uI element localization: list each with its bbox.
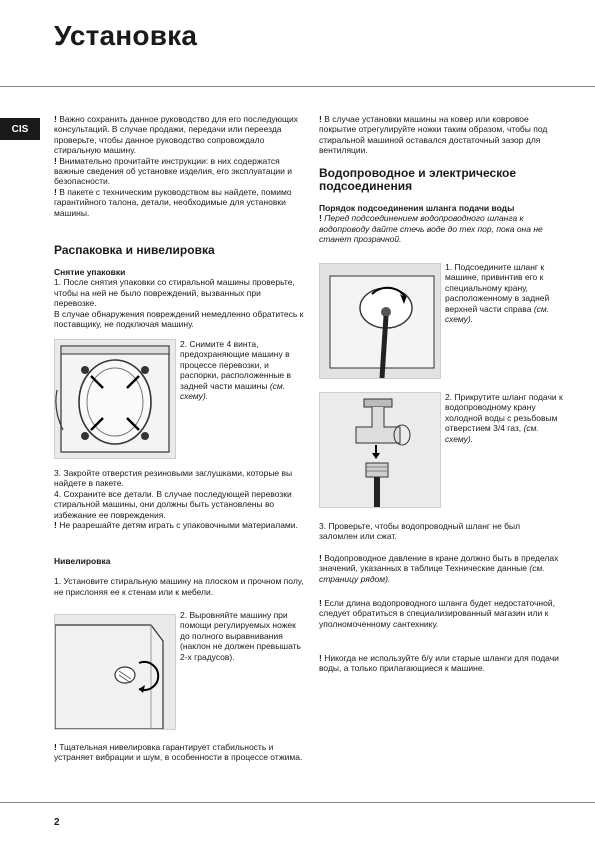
page-title: Установка bbox=[54, 20, 198, 51]
remove-heading: Снятие упаковки bbox=[54, 267, 126, 277]
machine-back-drawing bbox=[55, 340, 175, 458]
hose-step-3: 3. Проверьте, чтобы водопроводный шланг не был заломлен или сжат. bbox=[319, 521, 521, 542]
length-warning: ! Если длина водопроводного шланга будет недостаточной, следует обратиться в специализированный магазин или к уполномоченному сантехнику. bbox=[319, 598, 555, 629]
level-heading: Нивелировка bbox=[54, 556, 111, 566]
intro-paragraph: ! Важно сохранить данное руководство для его последующих консультаций. В случае продажи, передачи или переезда проверьте, чтобы данное руководство сопровождало стиральную машину. bbox=[54, 114, 299, 156]
level-section bbox=[54, 556, 304, 597]
hose-warning: ! Перед подсоединением водопроводного шланга к водопроводу дайте стечь воде до тех пор, пока она не станет прозрачной. bbox=[319, 213, 543, 245]
level-paragraph-1: 1. Установите стиральную машину на плоском и прочном полу, не прислоняя ее к стенам или к мебели. bbox=[54, 576, 304, 597]
remove-paragraph-1: 1. После снятия упаковки со стиральной машины проверьте, чтобы на ней не было повреждений, вызванных при перевозке. bbox=[54, 277, 295, 309]
remove-step-2: 2. Снимите 4 винта, предохраняющие машину в процессе перевозки, и распорки, расположенные в задней части машины (см. схему). bbox=[180, 339, 292, 402]
level-warning: ! Тщательная нивелировка гарантирует стабильность и устраняет вибрации и шум, в особенности в процессе отжима. bbox=[54, 742, 303, 763]
carpet-warning: ! В случае установки машины на ковер или ковровое покрытие отрегулируйте ножки таким образом, чтобы под стиральной машиной оставался достаточный зазор для вентиляции. bbox=[319, 114, 548, 156]
remove-paragraph-2: В случае обнаружения повреждений немедленно обратитесь к поставщику, не подключая машину. bbox=[54, 308, 304, 330]
machine-back-illustration bbox=[54, 339, 176, 459]
hose-to-machine-drawing bbox=[320, 264, 440, 378]
intro-paragraph: ! В пакете с техническим руководством вы найдете, помимо гарантийного талона, детали, необходимые для установки машины. bbox=[54, 186, 292, 218]
remove-paragraph-4: 4. Сохраните все детали. В случае последующей перевозки стиральной машины, они должны быть установлены во избежание ее повреждения. bbox=[54, 488, 292, 520]
top-divider bbox=[0, 86, 595, 87]
page-number: 2 bbox=[54, 817, 60, 828]
hose-step-2: 2. Прикрутите шланг подачи к водопроводному крану холодной воды с резьбовым отверстием 3/4 газ, (см. схему). bbox=[445, 392, 563, 444]
remove-paragraph-3: 3. Закройте отверстия резиновыми заглушками, которые вы найдете в пакете. bbox=[54, 468, 293, 489]
used-hose-warning: ! Никогда не используйте б/у или старые шланги для подачи воды, а только прилагающиеся к машине. bbox=[319, 653, 559, 674]
hose-step-1: 1. Подсоедините шланг к машине, привинтив его к специальному крану, расположенному в задней верхней части справа (см. схему). bbox=[445, 262, 550, 325]
intro-paragraph: ! Внимательно прочитайте инструкции: в них содержатся важные сведения об установке изделия, его эксплуатации и безопасности. bbox=[54, 155, 293, 187]
level-step-2: 2. Выровняйте машину при помощи регулируемых ножек до полного выравнивания (наклон не должен превышать 2-х градусов). bbox=[180, 610, 301, 662]
leveling-foot-illustration bbox=[54, 614, 176, 730]
unpack-heading: Распаковка и нивелировка bbox=[54, 243, 215, 257]
leveling-foot-drawing bbox=[55, 615, 175, 729]
unpack-section bbox=[54, 244, 304, 329]
hose-to-machine-illustration bbox=[319, 263, 441, 379]
intro-block bbox=[54, 114, 304, 218]
children-warning: ! Не разрешайте детям играть с упаковочными материалами. bbox=[54, 520, 298, 531]
water-section bbox=[319, 167, 559, 245]
remove-steps-3-4 bbox=[54, 468, 304, 530]
bottom-divider bbox=[0, 802, 595, 803]
water-heading: Водопроводное и электрическое подсоединения bbox=[319, 166, 517, 193]
language-tab: CIS bbox=[0, 118, 40, 140]
tap-connection-illustration bbox=[319, 392, 441, 508]
hose-heading: Порядок подсоединения шланга подачи воды bbox=[319, 203, 515, 213]
tap-connection-drawing bbox=[320, 393, 440, 507]
pressure-warning: ! Водопроводное давление в кране должно быть в пределах значений, указанных в таблице Технические данные (см. страницу рядом). bbox=[319, 553, 559, 584]
